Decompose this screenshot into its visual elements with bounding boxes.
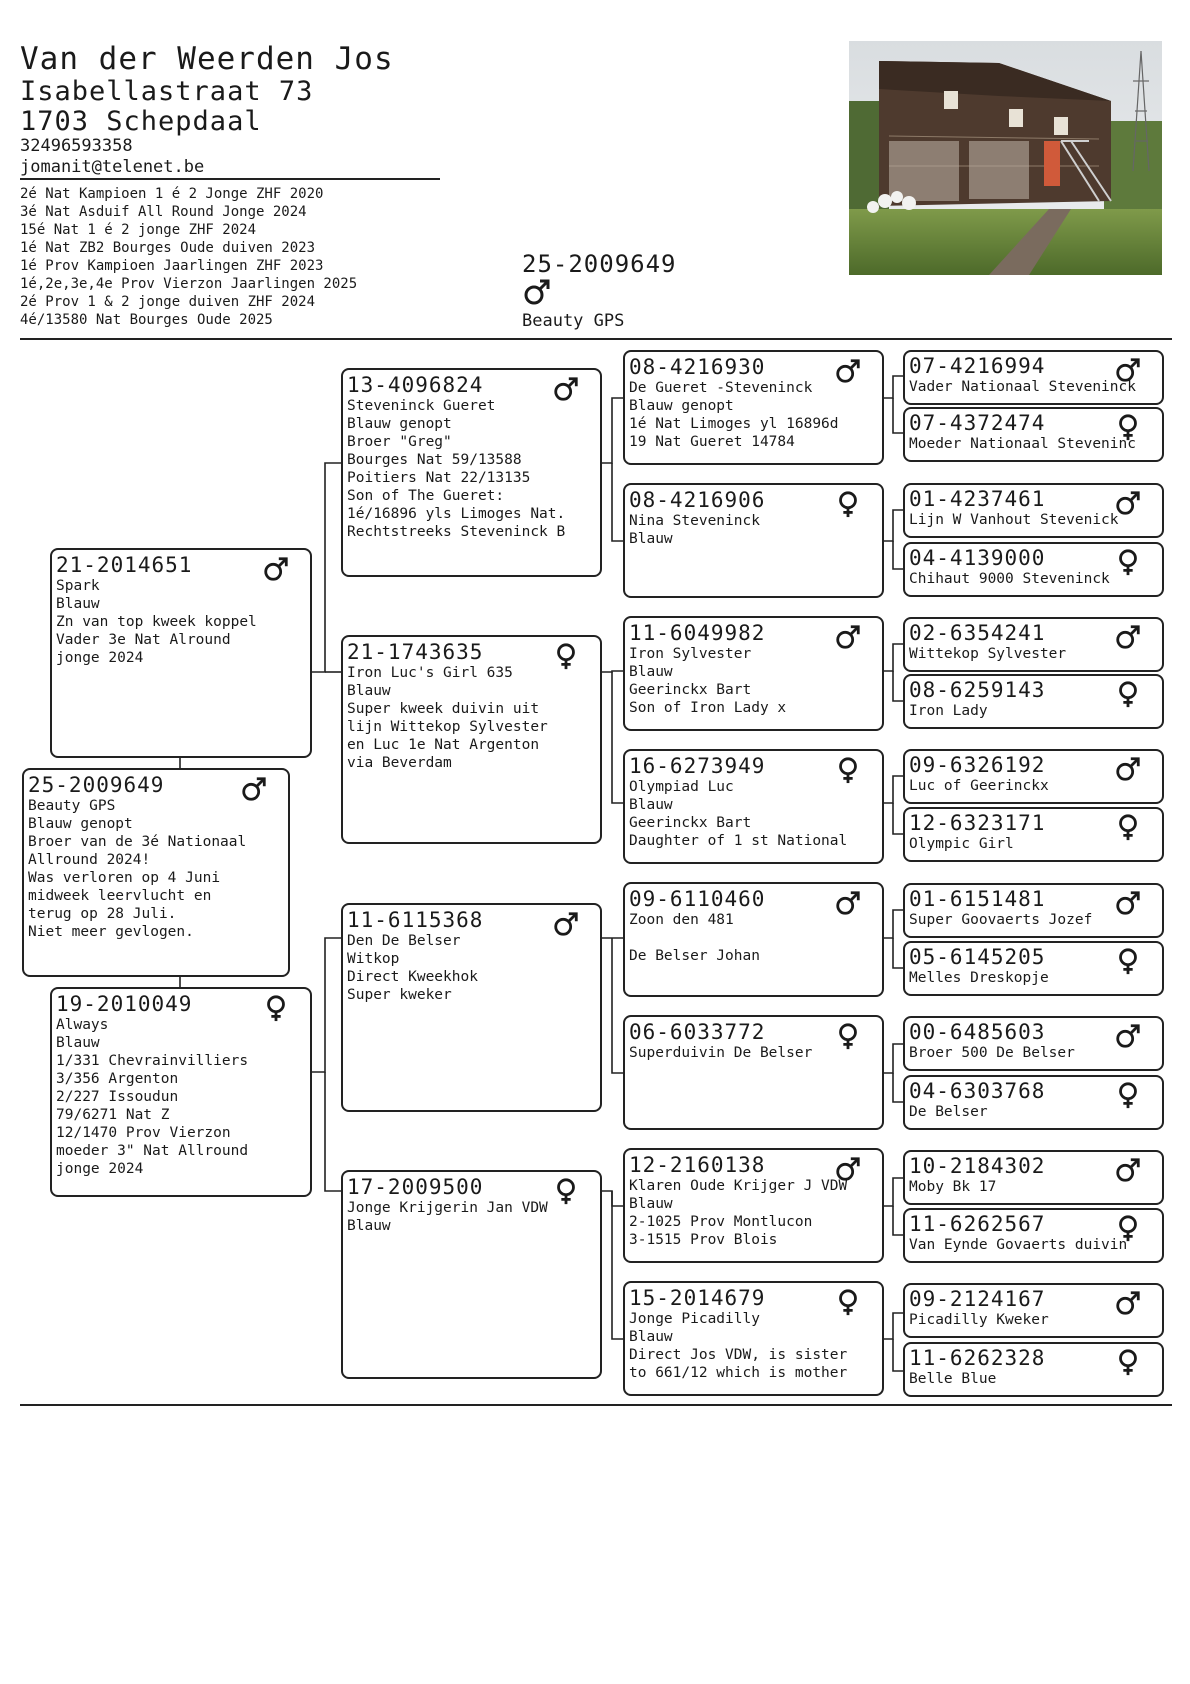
pedigree-card-gen4[interactable] (903, 1283, 1164, 1338)
card-line: terug op 28 Juli. (28, 906, 177, 922)
pedigree-card-gen4[interactable] (903, 749, 1164, 804)
pedigree-card-gen4[interactable] (903, 407, 1164, 462)
card-line: Daughter of 1 st National (629, 833, 848, 849)
achievement-item: 15é Nat 1 é 2 jonge ZHF 2024 (20, 222, 257, 238)
pedigree-card-gen2[interactable] (341, 1170, 602, 1379)
card-line: Wittekop Sylvester (909, 646, 1067, 662)
ring-number: 08-6259143 (909, 678, 1046, 702)
card-line: Blauw genopt (28, 816, 133, 832)
pedigree-card-gen3[interactable] (623, 616, 884, 731)
card-line: Blauw (629, 797, 673, 813)
card-line: 3/356 Argenton (56, 1071, 179, 1087)
pedigree-card-gen4[interactable] (903, 883, 1164, 938)
card-line: 3-1515 Prov Blois (629, 1232, 778, 1248)
card-line: 12/1470 Prov Vierzon (56, 1125, 231, 1141)
card-line: Vader 3e Nat Alround (56, 632, 231, 648)
card-line: De Belser Johan (629, 948, 760, 964)
ring-number: 08-4216930 (629, 355, 766, 379)
card-line: Zn van top kweek koppel (56, 614, 257, 630)
pedigree-card-gen4[interactable] (903, 1075, 1164, 1130)
card-line: Geerinckx Bart (629, 682, 752, 698)
card-line: Blauw (56, 1035, 100, 1051)
card-line: Vader Nationaal Steveninck (909, 379, 1136, 395)
pedigree-card-gen4[interactable] (903, 483, 1164, 538)
card-line: 19 Nat Gueret 14784 (629, 434, 795, 450)
pedigree-card-gen2[interactable] (341, 368, 602, 577)
card-line: 1/331 Chevrainvilliers (56, 1053, 249, 1069)
pedigree-card-gen4[interactable] (903, 807, 1164, 862)
header-bird-name: Beauty GPS (522, 311, 625, 331)
card-line: Bourges Nat 59/13588 (347, 452, 522, 468)
ring-number: 11-6262567 (909, 1212, 1046, 1236)
ring-number: 17-2009500 (347, 1175, 484, 1199)
pedigree-card-gen4[interactable] (903, 674, 1164, 729)
card-line: lijn Wittekop Sylvester (347, 719, 548, 735)
achievement-item: 1é Prov Kampioen Jaarlingen ZHF 2023 (20, 258, 324, 274)
card-line: Melles Dreskopje (909, 970, 1049, 986)
pedigree-card-gen3[interactable] (623, 350, 884, 465)
achievement-item: 1é,2e,3e,4e Prov Vierzon Jaarlingen 2025 (20, 276, 358, 292)
card-line: Blauw genopt (347, 416, 452, 432)
ring-number: 11-6262328 (909, 1346, 1046, 1370)
pedigree-card-gen4[interactable] (903, 542, 1164, 597)
owner-email[interactable]: jomanit@telenet.be (20, 157, 205, 177)
ring-number: 00-6485603 (909, 1020, 1046, 1044)
ring-number: 12-6323171 (909, 811, 1046, 835)
card-line: en Luc 1e Nat Argenton (347, 737, 540, 753)
card-line: Allround 2024! (28, 852, 151, 868)
card-line: Son of Iron Lady x (629, 700, 787, 716)
card-line: Moeder Nationaal Steveninc (909, 436, 1136, 452)
card-line: via Beverdam (347, 755, 452, 771)
pedigree-card-sire[interactable] (50, 548, 312, 758)
ring-number: 09-6326192 (909, 753, 1046, 777)
card-line: to 661/12 which is mother (629, 1365, 848, 1381)
pedigree-card-gen3[interactable] (623, 1015, 884, 1130)
ring-number: 01-6151481 (909, 887, 1046, 911)
ring-number: 11-6049982 (629, 621, 766, 645)
pedigree-card-gen4[interactable] (903, 941, 1164, 996)
card-line: moeder 3" Nat Allround (56, 1143, 249, 1159)
card-line: Super kweker (347, 987, 452, 1003)
card-line: Always (56, 1017, 109, 1033)
card-line: Super Goovaerts Jozef (909, 912, 1093, 928)
card-line: Super kweek duivin uit (347, 701, 540, 717)
ring-number: 15-2014679 (629, 1286, 766, 1310)
ring-number: 19-2010049 (56, 992, 193, 1016)
card-line: Blauw (629, 1196, 673, 1212)
ring-number: 12-2160138 (629, 1153, 766, 1177)
pedigree-card-gen4[interactable] (903, 1342, 1164, 1397)
card-line: 2-1025 Prov Montlucon (629, 1214, 813, 1230)
pedigree-card-gen3[interactable] (623, 882, 884, 997)
header-ring-number: 25-2009649 (522, 250, 677, 278)
card-line: Rechtstreeks Steveninck B (347, 524, 566, 540)
ring-number: 05-6145205 (909, 945, 1046, 969)
card-line: Geerinckx Bart (629, 815, 752, 831)
pedigree-card-gen3[interactable] (623, 483, 884, 598)
card-line: Spark (56, 578, 100, 594)
card-line: Olympic Girl (909, 836, 1014, 852)
card-line: Superduivin De Belser (629, 1045, 813, 1061)
pedigree-card-gen4[interactable] (903, 617, 1164, 672)
ring-number: 09-2124167 (909, 1287, 1046, 1311)
card-line: Iron Sylvester (629, 646, 752, 662)
ring-number: 13-4096824 (347, 373, 484, 397)
ring-number: 04-4139000 (909, 546, 1046, 570)
card-line: Blauw genopt (629, 398, 734, 414)
ring-number: 16-6273949 (629, 754, 766, 778)
card-line: Beauty GPS (28, 798, 116, 814)
ring-number: 07-4372474 (909, 411, 1046, 435)
card-line: Blauw (629, 1329, 673, 1345)
card-line: Blauw (347, 1218, 391, 1234)
card-line: Den De Belser (347, 933, 461, 949)
card-line: Son of The Gueret: (347, 488, 505, 504)
card-line: Blauw (629, 531, 673, 547)
card-line: De Gueret -Steveninck (629, 380, 813, 396)
card-line: Steveninck Gueret (347, 398, 496, 414)
card-line: Belle Blue (909, 1371, 997, 1387)
card-line: Zoon den 481 (629, 912, 734, 928)
card-line: Iron Lady (909, 703, 988, 719)
card-line: Moby Bk 17 (909, 1179, 997, 1195)
achievement-item: 4é/13580 Nat Bourges Oude 2025 (20, 312, 273, 328)
card-line: De Belser (909, 1104, 988, 1120)
card-line: Iron Luc's Girl 635 (347, 665, 513, 681)
card-line: 2/227 Issoudun (56, 1089, 179, 1105)
ring-number: 10-2184302 (909, 1154, 1046, 1178)
card-line: Klaren Oude Krijger J VDW (629, 1178, 848, 1194)
owner-name: Van der Weerden Jos (20, 41, 394, 77)
card-line: Direct Jos VDW, is sister (629, 1347, 848, 1363)
card-line: 1é/16896 yls Limoges Nat. (347, 506, 566, 522)
ring-number: 02-6354241 (909, 621, 1046, 645)
card-line: Blauw (56, 596, 100, 612)
card-line: Direct Kweekhok (347, 969, 478, 985)
ring-number: 09-6110460 (629, 887, 766, 911)
pedigree-card-gen2[interactable] (341, 635, 602, 844)
card-line: Picadilly Kweker (909, 1312, 1049, 1328)
achievement-item: 2é Nat Kampioen 1 é 2 Jonge ZHF 2020 (20, 186, 324, 202)
ring-number: 08-4216906 (629, 488, 766, 512)
pedigree-card-gen4[interactable] (903, 1016, 1164, 1071)
achievement-item: 3é Nat Asduif All Round Jonge 2024 (20, 204, 307, 220)
card-line: Olympiad Luc (629, 779, 734, 795)
card-line: Luc of Geerinckx (909, 778, 1049, 794)
ring-number: 11-6115368 (347, 908, 484, 932)
ring-number: 07-4216994 (909, 354, 1046, 378)
card-line: midweek leervlucht en (28, 888, 212, 904)
ring-number: 25-2009649 (28, 773, 165, 797)
card-line: Chihaut 9000 Steveninck (909, 571, 1110, 587)
card-line: Broer 500 De Belser (909, 1045, 1075, 1061)
ring-number: 21-2014651 (56, 553, 193, 577)
card-line: Lijn W Vanhout Stevenick (909, 512, 1119, 528)
card-line: Van Eynde Govaerts duivin (909, 1237, 1128, 1253)
ring-number: 21-1743635 (347, 640, 484, 664)
card-line: Broer "Greg" (347, 434, 452, 450)
pedigree-card-gen2[interactable] (341, 903, 602, 1112)
card-line: 79/6271 Nat Z (56, 1107, 170, 1123)
achievement-item: 1é Nat ZB2 Bourges Oude duiven 2023 (20, 240, 316, 256)
ring-number: 01-4237461 (909, 487, 1046, 511)
pedigree-card-gen3[interactable] (623, 1148, 884, 1263)
achievement-item: 2é Prov 1 & 2 jonge duiven ZHF 2024 (20, 294, 316, 310)
card-line: Blauw (347, 683, 391, 699)
card-line: jonge 2024 (56, 1161, 144, 1177)
card-line: Nina Steveninck (629, 513, 760, 529)
ring-number: 06-6033772 (629, 1020, 766, 1044)
owner-city: 1703 Schepdaal (20, 106, 262, 137)
pedigree-card-gen4[interactable] (903, 1150, 1164, 1205)
card-line: Witkop (347, 951, 400, 967)
pedigree-card-gen4[interactable] (903, 350, 1164, 405)
card-line: jonge 2024 (56, 650, 144, 666)
pedigree-card-gen3[interactable] (623, 1281, 884, 1396)
card-line: Broer van de 3é Nationaal (28, 834, 247, 850)
pedigree-card-gen3[interactable] (623, 749, 884, 864)
owner-street: Isabellastraat 73 (20, 76, 314, 107)
owner-phone: 32496593358 (20, 136, 133, 156)
ring-number: 04-6303768 (909, 1079, 1046, 1103)
card-line: Blauw (629, 664, 673, 680)
pedigree-card-subject[interactable] (22, 768, 290, 977)
card-line: Poitiers Nat 22/13135 (347, 470, 531, 486)
card-line: Niet meer gevlogen. (28, 924, 194, 940)
pedigree-card-gen4[interactable] (903, 1208, 1164, 1263)
card-line: Jonge Krijgerin Jan VDW (347, 1200, 548, 1216)
card-line (629, 929, 880, 947)
card-line: Was verloren op 4 Juni (28, 870, 221, 886)
pedigree-card-dam[interactable] (50, 987, 312, 1197)
card-line: Jonge Picadilly (629, 1311, 760, 1327)
card-line: 1é Nat Limoges yl 16896d (629, 416, 839, 432)
